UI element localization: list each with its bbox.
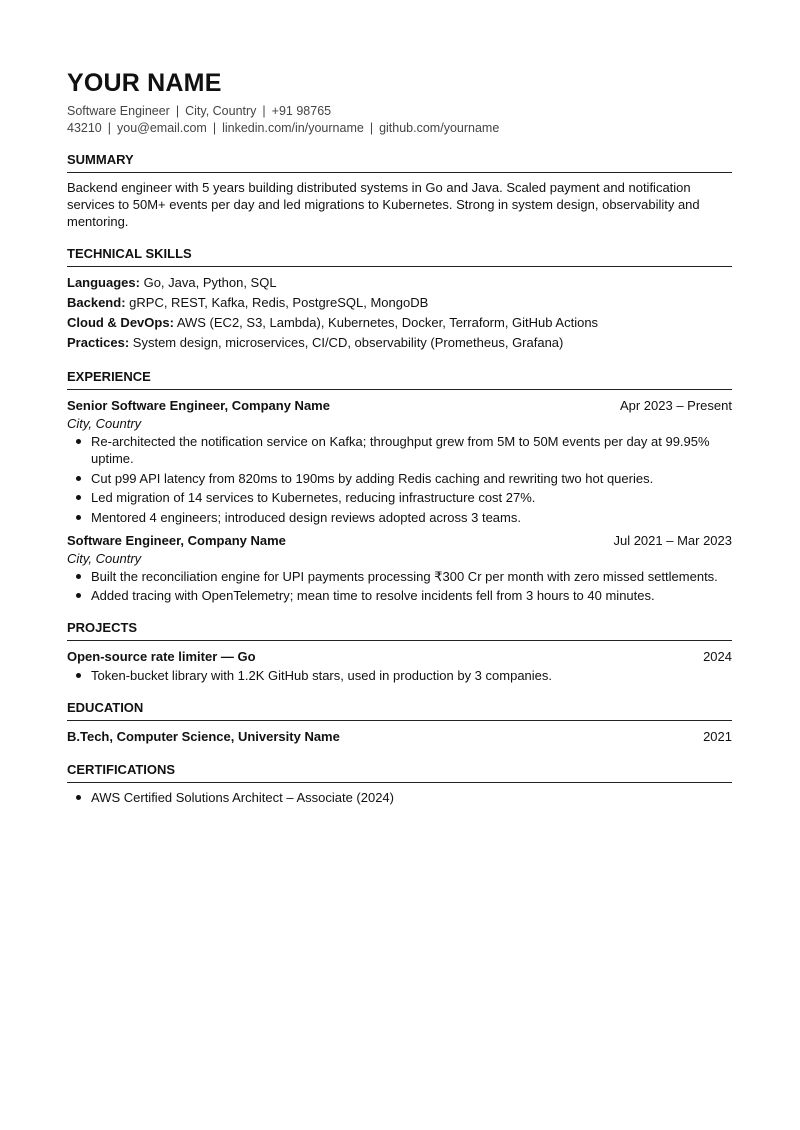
job-entry: [67, 531, 732, 605]
bullet-item: [91, 509, 732, 526]
bullet-item: [91, 667, 732, 684]
project-entry: [67, 647, 732, 684]
job-bullets: [67, 433, 732, 526]
contact-separator: |: [175, 104, 180, 118]
summary-text: Backend engineer with 5 years building distributed systems in Go and Java. Scaled payment and notification services to 50M+ events per day and led migrations to Kubernetes. Strong in system design, observability and mentoring.: [67, 180, 700, 229]
education-header: [67, 727, 732, 746]
section-heading: PROJECTS: [67, 620, 732, 641]
skill-row: [67, 273, 732, 293]
graduation-year: 2021: [703, 729, 732, 744]
contact-line: [67, 103, 732, 136]
bullet-dot-icon: [76, 439, 81, 444]
skills-section: [67, 246, 732, 353]
experience-section: [67, 369, 732, 604]
project-title: Open-source rate limiter — Go: [67, 649, 256, 664]
section-heading: TECHNICAL SKILLS: [67, 246, 732, 267]
bullet-text: Cut p99 API latency from 820ms to 190ms by adding Redis caching and rewriting two hot queries.: [91, 470, 654, 486]
job-header: [67, 531, 732, 550]
bullet-text: Token-bucket library with 1.2K GitHub stars, used in production by 3 companies.: [91, 668, 553, 683]
job-location: City, Country: [67, 550, 142, 566]
bullet-text: Re-architected the notification service on Kafka; throughput grew from 5M to 50M events per day at 99.95% uptime.: [91, 434, 710, 466]
bullet-dot-icon: [76, 495, 81, 500]
contact-separator: |: [369, 120, 374, 135]
job-bullets: [67, 568, 732, 605]
job-title: Senior Software Engineer, Company Name: [67, 398, 330, 413]
contact-separator: |: [262, 104, 266, 118]
skill-row: [67, 313, 732, 333]
bullet-text: Led migration of 14 services to Kubernetes, reducing infrastructure cost 27%.: [91, 490, 536, 505]
skill-label: Languages:: [67, 275, 140, 290]
degree-title: B.Tech, Computer Science, University Name: [67, 729, 340, 744]
summary-section: [67, 152, 732, 230]
bullet-item: [91, 470, 732, 487]
bullet-text: Mentored 4 engineers; introduced design reviews adopted across 3 teams.: [91, 509, 521, 525]
bullet-dot-icon: [76, 574, 81, 579]
contact-separator: |: [107, 120, 112, 135]
contact-location: City, Country: [185, 104, 257, 118]
resume-header: [67, 68, 732, 136]
bullet-dot-icon: [76, 673, 81, 678]
contact-linkedin: linkedin.com/in/yourname: [222, 120, 364, 135]
job-header: [67, 396, 732, 415]
job-location: City, Country: [67, 416, 142, 431]
bullet-text: AWS Certified Solutions Architect – Associate (2024): [91, 790, 394, 805]
contact-phone: +91 98765 43210: [67, 104, 332, 135]
job-date: Apr 2023 – Present: [619, 398, 732, 413]
contact-email: you@email.com: [117, 120, 207, 135]
bullet-dot-icon: [76, 476, 81, 481]
candidate-name: YOUR NAME: [67, 69, 222, 97]
contact-github: github.com/yourname: [379, 120, 500, 135]
education-entry: [67, 727, 732, 746]
section-heading: EDUCATION: [67, 700, 732, 721]
education-section: [67, 700, 732, 746]
bullet-text: Added tracing with OpenTelemetry; mean time to resolve incidents fell from 3 hours to 40 minutes.: [91, 588, 655, 603]
skill-label: Cloud & DevOps:: [67, 315, 174, 330]
bullet-item: [91, 587, 732, 604]
projects-section: [67, 620, 732, 684]
contact-separator: |: [212, 120, 217, 135]
project-date: 2024: [703, 649, 732, 664]
contact-title: Software Engineer: [67, 104, 170, 118]
bullet-item: [91, 568, 732, 585]
bullet-dot-icon: [76, 593, 81, 598]
bullet-item: [91, 489, 732, 506]
bullet-item: [91, 789, 732, 806]
skill-label: Backend:: [67, 295, 126, 310]
bullet-dot-icon: [76, 515, 81, 520]
skill-value: Go, Java, Python, SQL: [143, 275, 277, 290]
skill-row: [67, 293, 732, 313]
skill-value: System design, microservices, CI/CD, observability (Prometheus, Grafana): [132, 335, 564, 350]
bullet-text: Built the reconciliation engine for UPI payments processing ₹300 Cr per month with zero missed settlements.: [91, 568, 718, 584]
section-heading: EXPERIENCE: [67, 369, 732, 390]
project-header: [67, 647, 732, 666]
job-title: Software Engineer, Company Name: [67, 532, 286, 548]
project-bullets: [67, 667, 732, 684]
skill-row: [67, 333, 732, 353]
certification-bullets: [67, 789, 732, 806]
job-date: Jul 2021 – Mar 2023: [613, 532, 732, 548]
section-heading: SUMMARY: [67, 152, 732, 173]
certifications-section: [67, 762, 732, 806]
skill-value: gRPC, REST, Kafka, Redis, PostgreSQL, MongoDB: [129, 295, 429, 310]
bullet-dot-icon: [76, 795, 81, 800]
job-entry: [67, 396, 732, 526]
skill-label: Practices:: [67, 335, 130, 350]
bullet-item: [91, 433, 732, 467]
skill-value: AWS (EC2, S3, Lambda), Kubernetes, Docker, Terraform, GitHub Actions: [176, 315, 599, 330]
section-heading: CERTIFICATIONS: [67, 762, 732, 783]
